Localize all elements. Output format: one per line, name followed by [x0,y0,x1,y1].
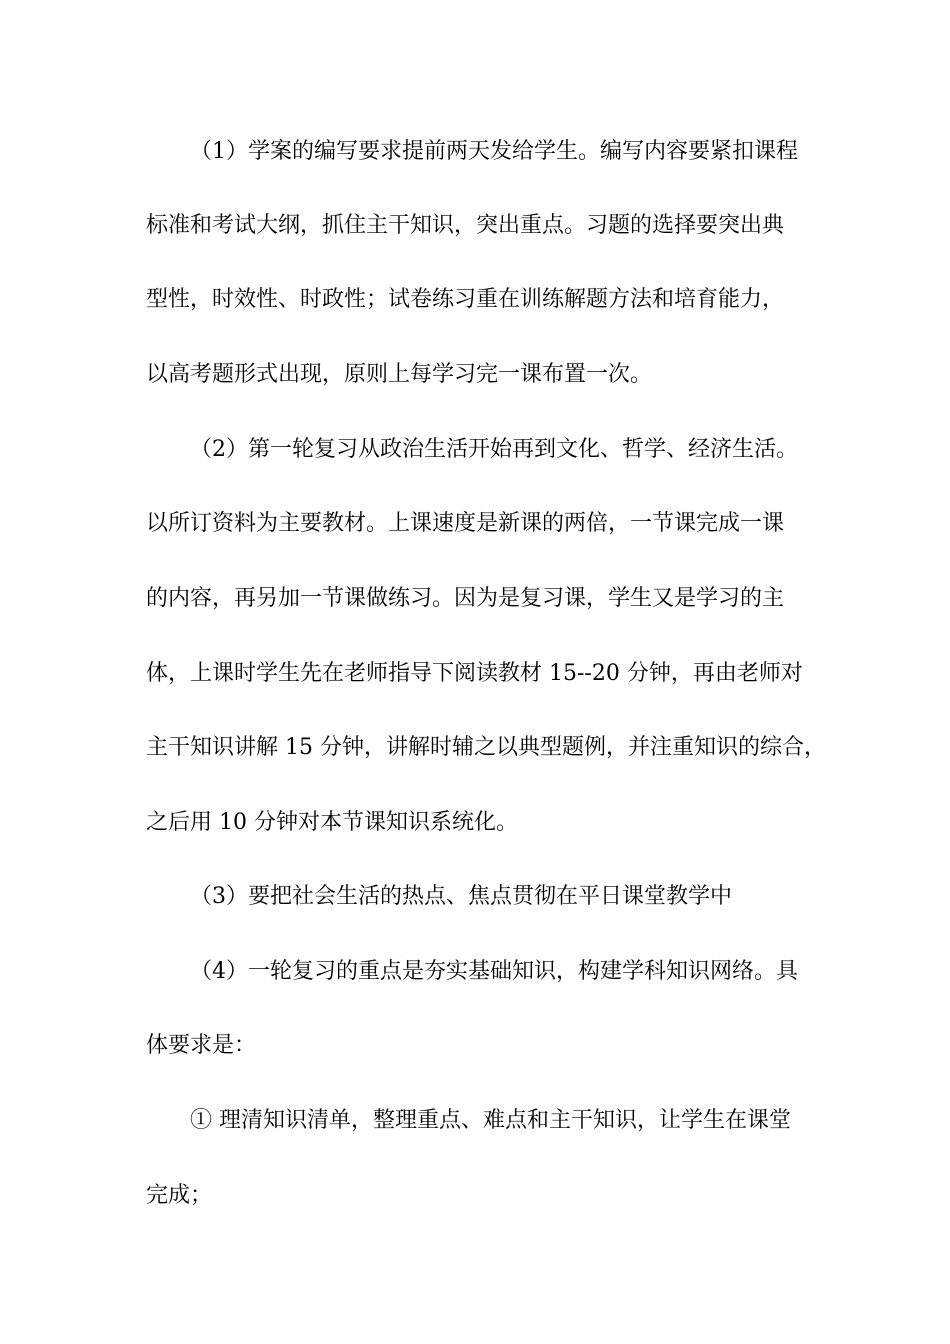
paragraph-2-line-4: 体，上课时学生先在老师指导下阅读教材 15--20 分钟，再由老师对 [146,661,803,686]
paragraph-5-line-2: 完成； [146,1183,213,1208]
paragraph-2-line-5: 主干知识讲解 15 分钟，讲解时辅之以典型题例，并注重知识的综合， [146,735,826,760]
paragraph-5-line-1: ① 理清知识清单，整理重点、难点和主干知识，让学生在课堂 [190,1108,791,1133]
paragraph-1-line-4: 以高考题形式出现，原则上每学习完一课布置一次。 [146,362,653,387]
paragraph-2-line-6: 之后用 10 分钟对本节课知识系统化。 [146,810,518,835]
paragraph-2-line-1: （2）第一轮复习从政治生活开始再到文化、哲学、经济生活。 [190,437,798,462]
paragraph-3-line-1: （3）要把社会生活的热点、焦点贯彻在平日课堂教学中 [190,884,732,909]
paragraph-2-line-3: 的内容，再另加一节课做练习。因为是复习课，学生又是学习的主 [146,586,785,611]
paragraph-2-line-2: 以所订资料为主要教材。上课速度是新课的两倍，一节课完成一课 [146,511,785,536]
paragraph-4-line-2: 体要求是： [146,1033,257,1058]
paragraph-1-line-3: 型性，时效性、时政性；试卷练习重在训练解题方法和培育能力， [146,287,785,312]
paragraph-1-line-2: 标准和考试大纲，抓住主干知识，突出重点。习题的选择要突出典 [146,213,785,238]
paragraph-1-line-1: （1）学案的编写要求提前两天发给学生。编写内容要紧扣课程 [190,139,798,164]
paragraph-4-line-1: （4）一轮复习的重点是夯实基础知识，构建学科知识网络。具 [190,959,798,984]
